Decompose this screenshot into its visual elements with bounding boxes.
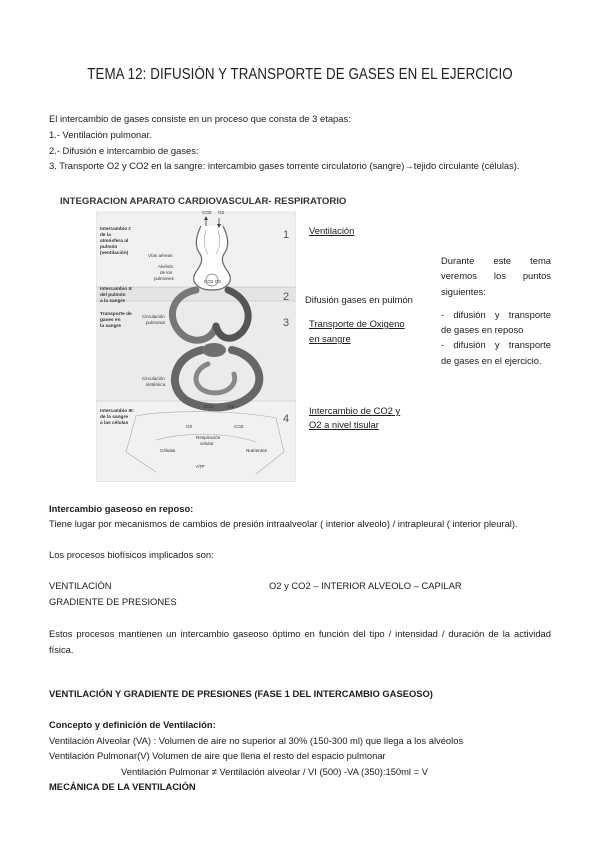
- reposo-mantienen: Estos procesos mantienen un intercambio gaseoso óptimo en función del tipo / intensidad / duración de la actividad física.: [49, 628, 551, 655]
- annotation-intercambio-1: Intercambio de CO2 y: [309, 405, 401, 416]
- label-circulacion-pulmonar-2: pulmonar: [146, 320, 166, 325]
- label-co2-o2-alveolo: CO2 O2: [204, 279, 221, 284]
- fase1-va: Ventilación Alveolar (VA) : Volumen de aire no superior al 30% (150-300 ml) que llega a los alvéolos: [49, 735, 464, 746]
- step-number-2: 2: [282, 291, 290, 303]
- label-transporte-c: la sangre: [100, 324, 122, 329]
- label-o2-cell: O2: [186, 424, 193, 429]
- label-circulacion-pulmonar-1: Circulación: [142, 314, 165, 319]
- label-atp: ATP: [196, 464, 205, 469]
- label-circulacion-sistemica-2: sistémica: [146, 382, 166, 387]
- sidebar-line-3: siguientes:: [441, 285, 486, 297]
- label-intercambio-2b: del pulmón: [100, 293, 126, 298]
- label-intercambio-1d: pulmón: [100, 245, 118, 250]
- reposo-heading: Intercambio gaseoso en reposo:: [49, 503, 194, 514]
- fase1-heading: VENTILACIÓN Y GRADIENTE DE PRESIONES (FASE 1 DEL INTERCAMBIO GASEOSO): [49, 688, 433, 699]
- step-number-1: 1: [282, 229, 290, 241]
- reposo-procesos: Los procesos biofísicos implicados son:: [49, 549, 214, 560]
- label-circulacion-sistemica-1: Circulación: [142, 376, 165, 381]
- step-number-4: 4: [282, 413, 290, 425]
- sidebar-line-1: Durante este tema: [441, 255, 551, 266]
- label-respiracion-2: celular: [200, 441, 214, 446]
- reposo-o2-co2: O2 y CO2 – INTERIOR ALVEOLO – CAPILAR: [269, 580, 462, 591]
- fase1-mecanica: MECÁNICA DE LA VENTILACIÓN: [49, 781, 196, 792]
- label-intercambio-3c: a las células: [100, 421, 129, 426]
- label-alveolo-3: pulmones: [154, 276, 174, 281]
- sidebar-summary: [441, 253, 551, 368]
- label-intercambio-1b: de la: [100, 233, 111, 238]
- sidebar-line-2: veremos los puntos: [441, 270, 551, 282]
- fase1-concepto: Concepto y definición de Ventilación:: [49, 719, 216, 730]
- label-vias-aereas: Vías aéreas: [148, 253, 173, 258]
- label-co2-mid: CO2: [204, 404, 214, 409]
- cardio-respiratory-diagram: [96, 190, 296, 482]
- label-transporte-a: Transporte de: [100, 312, 132, 317]
- step-number-3: 3: [282, 317, 290, 329]
- annotation-transporte-2: en sangre: [309, 333, 351, 344]
- page-title: TEMA 12: DIFUSIÓN Y TRANSPORTE DE GASES EN EL EJERCICIO: [87, 66, 513, 83]
- reposo-paragraph: Tiene lugar por mecanismos de cambios de presión intraalveolar ( interior alveolo) / intrapleural ( interior pleural).: [49, 518, 518, 529]
- label-co2-cell: CO2: [234, 424, 244, 429]
- sidebar-bullet-2a: - difusión y transporte: [441, 339, 551, 351]
- reposo-ventilacion: VENTILACIÓN: [49, 580, 112, 591]
- sidebar-bullet-1b: de gases en reposo: [441, 324, 524, 336]
- label-co2-top: CO2: [202, 210, 212, 215]
- sidebar-bullet-2b: de gases en el ejercicio.: [441, 354, 542, 366]
- label-alveolo-1: Alvéolo: [158, 264, 174, 269]
- label-intercambio-2c: a la sangre: [100, 299, 126, 304]
- label-intercambio-3a: Intercambio III:: [100, 409, 135, 414]
- label-intercambio-1a: Intercambio I:: [100, 227, 132, 232]
- label-intercambio-1c: atmósfera al: [100, 239, 129, 244]
- fase1-formula: Ventilación Pulmonar ≠ Ventilación alveolar / VI (500) -VA (350):150ml = V: [121, 766, 428, 777]
- sidebar-bullet-1a: - difusión y transporte: [441, 308, 551, 320]
- label-o2-top: O2: [218, 210, 225, 215]
- label-intercambio-3b: de la sangre: [100, 415, 128, 420]
- label-celulas: Células: [160, 448, 176, 453]
- fase1-vp: Ventilación Pulmonar(V) Volumen de aire que llena el resto del espacio pulmonar: [49, 750, 386, 761]
- label-alveolo-2: de los: [160, 270, 173, 275]
- reposo-gradiente: GRADIENTE DE PRESIONES: [49, 596, 177, 607]
- intro-line-2: 1.- Ventilación pulmonar.: [49, 129, 152, 140]
- label-transporte-b: gases en: [100, 318, 121, 323]
- intro-line-3: 2.- Difusión e intercambio de gases:: [49, 145, 199, 156]
- label-intercambio-1e: (ventilación): [100, 251, 129, 256]
- label-o2-mid: O2: [228, 404, 235, 409]
- label-respiracion-1: Respiración: [196, 435, 221, 440]
- label-intercambio-2a: Intercambio II:: [100, 287, 133, 292]
- annotation-transporte-1: Transporte de Oxigeno: [309, 318, 405, 329]
- figure-title: INTEGRACION APARATO CARDIOVASCULAR- RESPIRATORIO: [60, 196, 347, 207]
- annotation-ventilacion: Ventilación: [309, 225, 355, 236]
- annotation-difusion: Difusión gases en pulmón: [305, 294, 413, 305]
- intro-line-1: El intercambio de gases consiste en un proceso que consta de 3 etapas:: [49, 113, 351, 124]
- intro-line-4: 3. Transporte O2 y CO2 en la sangre: intercambio gases torrente circulatorio (sangre)→tejido circulante (células).: [49, 160, 520, 171]
- label-nutrientes: Nutrientes: [246, 448, 267, 453]
- annotation-intercambio-2: O2 a nivel tisular: [309, 419, 379, 430]
